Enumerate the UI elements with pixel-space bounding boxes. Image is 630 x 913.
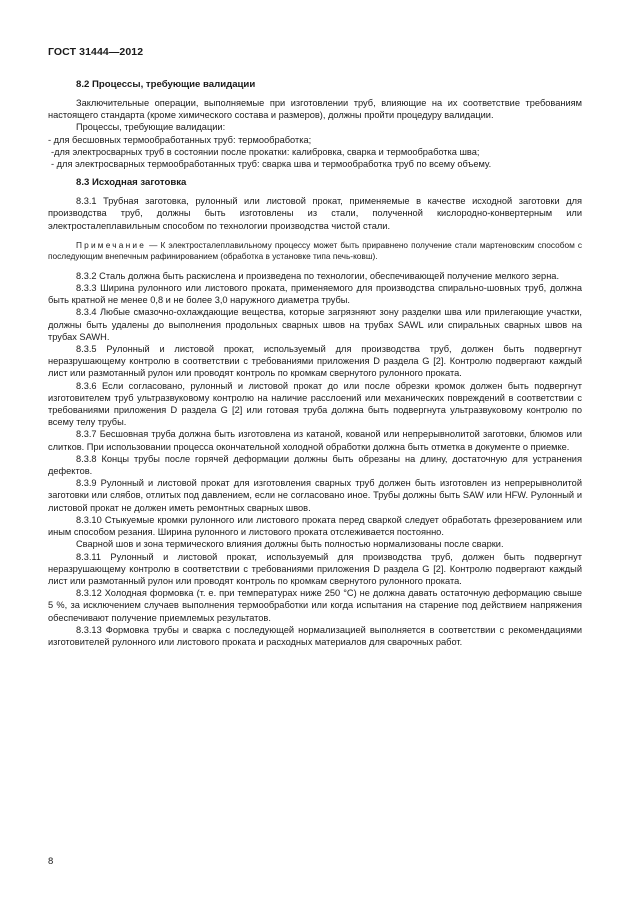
paragraph-8-3-3: 8.3.3 Ширина рулонного или листового проката, применяемого для производства спирально-шовных труб, должна быть кратной не менее 0,8 и не более 3,0 наружного диаметра трубы. [48,283,582,306]
paragraph-8-3-12: 8.3.12 Холодная формовка (т. е. при температурах ниже 250 °C) не должна давать остаточную деформацию свыше 5 %, за исключением случаев выполнения термообработки или когда испытания на старение под действием напряжения обеспечивают получение приемлемых результатов. [48,588,582,623]
paragraph-8-3-13: 8.3.13 Формовка трубы и сварка с последующей нормализацией выполняется в соответствии с рекомендациями изготовителей рулонного или листового проката и расходных материалов для сварочных работ. [48,624,582,647]
paragraph-8-3-9: 8.3.9 Рулонный и листовой прокат для изготовления сварных труб должен быть изготовлен из непрерывнолитой заготовки или слябов, отлитых под давлением, если не согласовано иное. Трубы должны быть SAW или HFW. Рулонный и листовой прокат не должен иметь ремонтных сварных швов. [48,478,582,513]
paragraph-8-3-4: 8.3.4 Любые смазочно-охлаждающие вещества, которые загрязняют зону разделки шва или прилегающие участки, должны быть удалены до выполнения продольных сварных швов на трубах SAWL или спиральных сварных швов на трубах SAWH. [48,307,582,342]
paragraph-8-2-intro: Заключительные операции, выполняемые при изготовлении труб, влияющие на их соответствие требованиям настоящего стандарта (кроме химического состава и размеров), должны пройти процедуру валидации. [48,98,582,121]
list-item: - для электросварных термообработанных труб: сварка шва и термообработка труб по всему объему. [51,159,492,170]
list-item: - для бесшовных термообработанных труб: термообработка; [48,134,312,145]
section-8-2-heading: 8.2 Процессы, требующие валидации [76,79,256,90]
paragraph-8-3-10: 8.3.10 Стыкуемые кромки рулонного или листового проката перед сваркой следует обработать фрезерованием или иным способом резания. Ширина рулонного и листового проката отслеживается постоянно. [48,514,582,538]
section-8-3-heading: 8.3 Исходная заготовка [76,177,187,189]
paragraph-8-3-10-cont: Сварной шов и зона термического влияния должны быть полностью нормализованы после сварки. [76,539,504,550]
paragraph-8-3-7: 8.3.7 Бесшовная труба должна быть изготовлена из катаной, кованой или непрерывнолитой заготовки, блюмов или слитков. При использовании процесса окончательной холодной обработки должна быть отметка в документе о приемке. [48,429,582,452]
page-content [48,78,582,648]
page-number: 8 [48,856,54,867]
paragraph-8-3-8: 8.3.8 Концы трубы после горячей деформации должны быть обрезаны на длину, достаточную для устранения дефектов. [48,453,582,477]
note-text: — К электросталеплавильному процессу может быть приравнено получение стали мартеновским способом с последующим внепечным рафинированием (обработка в установке типа печь-ковш). [48,239,582,261]
paragraph-8-3-2: 8.3.2 Сталь должна быть раскислена и произведена по технологии, обеспечивающей получение мелкого зерна. [76,270,560,281]
paragraph-8-3-6: 8.3.6 Если согласовано, рулонный и листовой прокат до или после обрезки кромок должен быть подвергнут изготовителем труб ультразвуковому контролю на наличие расслоений или механических повреждений в соответствии с требованиями приложения D раздела G [2] или готовая труба должна быть подвергнута ультразвуковому контролю по всему телу трубы. [48,380,582,428]
paragraph-8-2-processes: Процессы, требующие валидации: [76,122,226,133]
note-label: Примечание [76,239,147,250]
note [48,240,582,262]
list-item: -для электросварных труб в состоянии после прокатки: калибровка, сварка и термообработка шва; [51,146,480,157]
paragraph-8-3-11: 8.3.11 Рулонный и листовой прокат, используемый для производства труб, должен быть подвергнут неразрушающему контролю в соответствии с требованиями приложения D раздела G [2]. Контролю подвергают каждый лист или размотанный рулон или проводят контроль по кромкам свернутого рулонного проката. [48,551,582,586]
paragraph-8-3-5: 8.3.5 Рулонный и листовой прокат, используемый для производства труб, должен быть подвергнут неразрушающему контролю в соответствии с требованиями приложения D раздела G [2]. Контролю подвергают каждый лист или размотанный рулон или проводят контроль по кромкам свернутого рулонного проката. [48,344,582,379]
paragraph-8-3-1: 8.3.1 Трубная заготовка, рулонный или листовой прокат, применяемые в качестве исходной заготовки для производства труб, должны быть изготовлены из стали, полученной кислородно-конвертерным или электросталеплавильным способом по технологии производства чистой стали. [48,196,582,231]
document-code-header: ГОСТ 31444—2012 [48,46,144,58]
